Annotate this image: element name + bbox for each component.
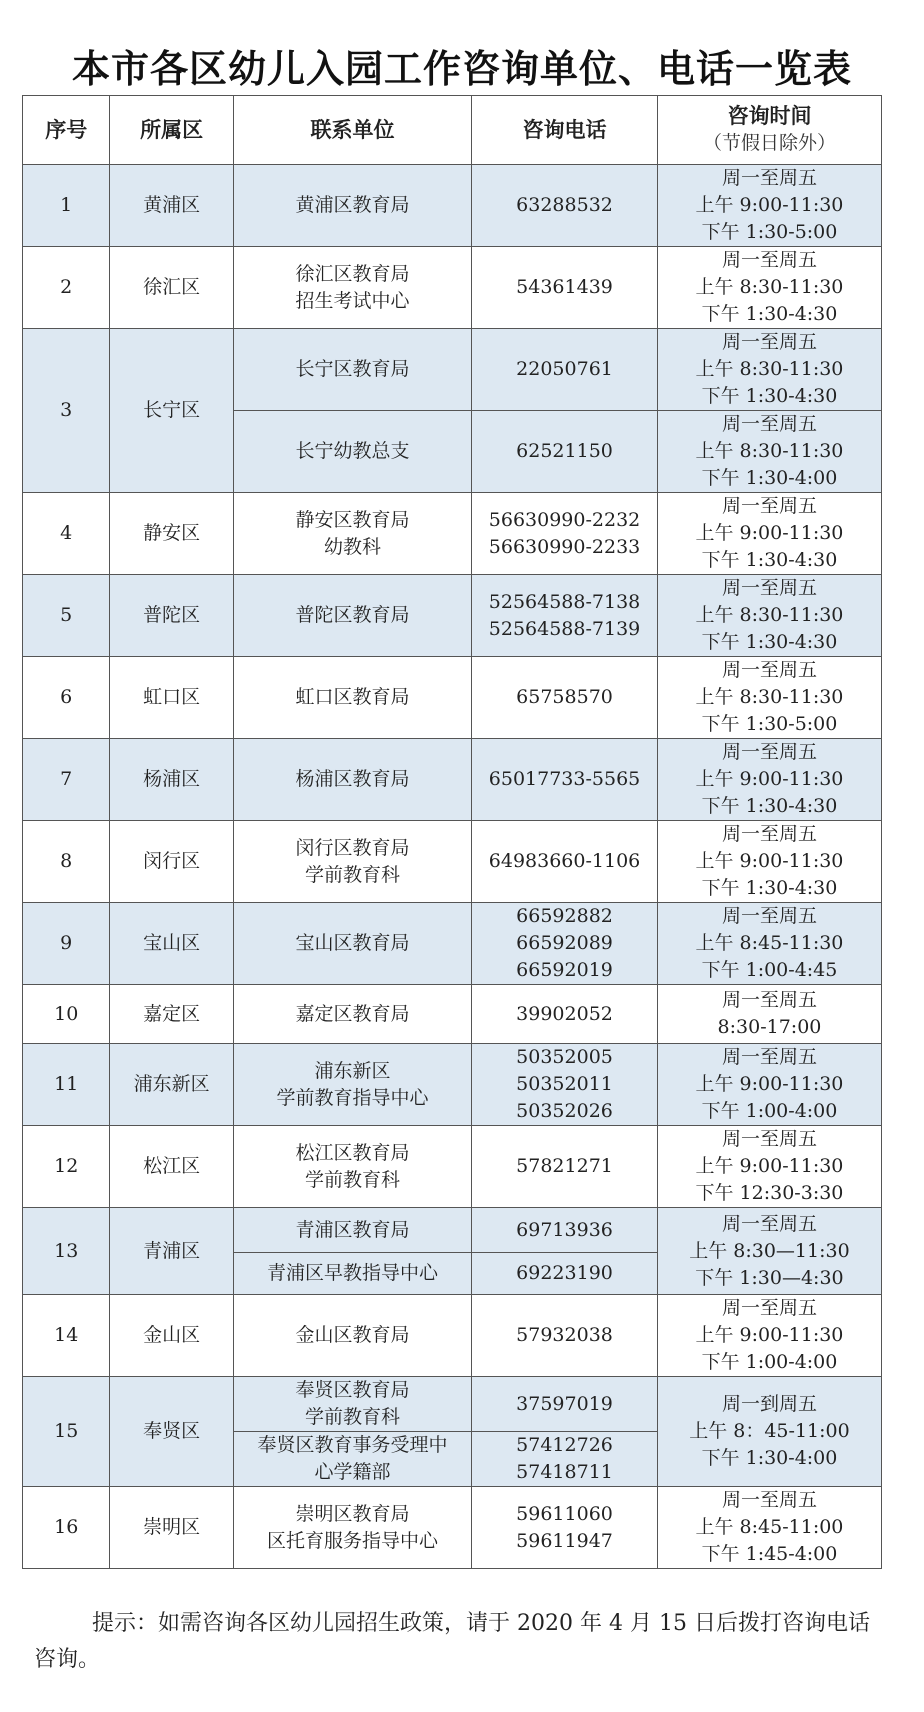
cell-time-line: 周一至周五 bbox=[721, 823, 817, 845]
cell-phone bbox=[472, 1044, 658, 1126]
cell-unit bbox=[233, 1487, 471, 1569]
table-row bbox=[23, 1208, 882, 1253]
cell-phone-line: 50352026 bbox=[516, 1100, 613, 1122]
cell-time-line: 上午 9:00-11:30 bbox=[695, 522, 844, 544]
cell-time-line: 周一至周五 bbox=[721, 495, 817, 517]
cell-time-line: 下午 1:30-4:00 bbox=[701, 1447, 838, 1469]
table-row bbox=[23, 329, 882, 411]
cell-district: 长宁区 bbox=[110, 329, 233, 493]
cell-district: 金山区 bbox=[110, 1295, 233, 1377]
cell-phone-line: 59611947 bbox=[516, 1529, 613, 1552]
cell-time-line: 周一至周五 bbox=[721, 741, 817, 763]
cell-phone-line: 39902052 bbox=[516, 1002, 613, 1025]
cell-unit-line: 奉贤区教育局 bbox=[295, 1379, 410, 1401]
table-row bbox=[23, 493, 882, 575]
cell-time-line: 上午 8:30-11:30 bbox=[695, 604, 844, 626]
cell-phone bbox=[472, 657, 658, 739]
cell-time-line: 上午 8:30—11:30 bbox=[689, 1239, 850, 1262]
cell-time-line: 周一至周五 bbox=[721, 577, 817, 599]
cell-phone-line: 37597019 bbox=[516, 1392, 613, 1415]
cell-seq: 13 bbox=[23, 1208, 110, 1295]
cell-phone bbox=[472, 1253, 658, 1295]
header-time-label: 咨询时间 bbox=[727, 104, 812, 128]
cell-district: 崇明区 bbox=[110, 1487, 233, 1569]
cell-district: 徐汇区 bbox=[110, 247, 233, 329]
cell-time-line: 上午 9:00-11:30 bbox=[695, 1073, 844, 1095]
cell-time-line: 下午 1:30-4:30 bbox=[701, 385, 838, 407]
cell-unit-line: 崇明区教育局 bbox=[295, 1502, 410, 1525]
cell-phone-line: 57418711 bbox=[516, 1461, 613, 1483]
cell-phone bbox=[472, 903, 658, 985]
cell-phone-line: 57821271 bbox=[516, 1155, 613, 1177]
cell-phone bbox=[472, 1126, 658, 1208]
cell-unit-line: 青浦区教育局 bbox=[295, 1218, 410, 1241]
cell-unit-line: 幼教科 bbox=[324, 535, 382, 558]
cell-phone-line: 63288532 bbox=[516, 194, 613, 216]
table-row bbox=[23, 1126, 882, 1208]
cell-seq: 6 bbox=[23, 657, 110, 739]
cell-phone-line: 57932038 bbox=[516, 1324, 613, 1346]
cell-unit bbox=[233, 575, 471, 657]
table-row bbox=[23, 1295, 882, 1377]
header-seq: 序号 bbox=[23, 96, 110, 165]
cell-time-line: 上午 9:00-11:30 bbox=[695, 850, 844, 872]
cell-phone-line: 56630990-2232 bbox=[488, 508, 641, 531]
cell-time bbox=[657, 1044, 881, 1126]
cell-district: 杨浦区 bbox=[110, 739, 233, 821]
cell-seq: 11 bbox=[23, 1044, 110, 1126]
cell-phone-line: 54361439 bbox=[516, 276, 613, 298]
cell-phone bbox=[472, 247, 658, 329]
cell-phone-line: 52564588-7138 bbox=[488, 590, 641, 613]
cell-unit bbox=[233, 1432, 471, 1487]
header-district: 所属区 bbox=[110, 96, 233, 165]
cell-unit bbox=[233, 1377, 471, 1432]
cell-unit bbox=[233, 493, 471, 575]
cell-time bbox=[657, 821, 881, 903]
cell-time-line: 周一至周五 bbox=[721, 1212, 817, 1235]
cell-unit-line: 心学籍部 bbox=[314, 1461, 391, 1483]
cell-time bbox=[657, 903, 881, 985]
cell-phone-line: 66592089 bbox=[516, 932, 613, 954]
cell-district: 青浦区 bbox=[110, 1208, 233, 1295]
cell-time-line: 周一至周五 bbox=[721, 1046, 817, 1068]
cell-seq: 9 bbox=[23, 903, 110, 985]
cell-time-line: 上午 8:45-11:00 bbox=[695, 1516, 844, 1538]
cell-phone-line: 57412726 bbox=[516, 1434, 613, 1456]
cell-time-line: 上午 8:30-11:30 bbox=[695, 440, 844, 462]
table-row bbox=[23, 1044, 882, 1126]
cell-time-line: 周一至周五 bbox=[721, 167, 817, 189]
cell-unit bbox=[233, 985, 471, 1044]
cell-district: 静安区 bbox=[110, 493, 233, 575]
cell-unit bbox=[233, 247, 471, 329]
cell-seq: 4 bbox=[23, 493, 110, 575]
header-phone: 咨询电话 bbox=[472, 96, 658, 165]
cell-phone-line: 22050761 bbox=[516, 358, 613, 380]
cell-unit bbox=[233, 329, 471, 411]
cell-time-line: 下午 1:30-4:00 bbox=[701, 467, 838, 489]
cell-phone-line: 52564588-7139 bbox=[488, 617, 641, 640]
cell-seq: 5 bbox=[23, 575, 110, 657]
cell-unit-line: 徐汇区教育局 bbox=[295, 262, 410, 285]
cell-unit bbox=[233, 821, 471, 903]
cell-unit-line: 学前教育科 bbox=[305, 863, 401, 886]
cell-time bbox=[657, 411, 881, 493]
cell-unit-line: 虹口区教育局 bbox=[295, 686, 410, 708]
cell-time-line: 下午 1:00-4:00 bbox=[701, 1100, 838, 1122]
cell-time-line: 周一到周五 bbox=[721, 1393, 817, 1415]
table-row bbox=[23, 247, 882, 329]
cell-district: 奉贤区 bbox=[110, 1377, 233, 1487]
cell-time-line: 下午 1:30-4:30 bbox=[701, 795, 838, 817]
table-row bbox=[23, 575, 882, 657]
cell-district: 普陀区 bbox=[110, 575, 233, 657]
cell-unit-line: 浦东新区 bbox=[314, 1059, 391, 1082]
cell-unit-line: 奉贤区教育事务受理中 bbox=[257, 1434, 448, 1456]
cell-time-line: 下午 1:30-4:30 bbox=[701, 303, 838, 325]
cell-seq: 16 bbox=[23, 1487, 110, 1569]
cell-seq: 8 bbox=[23, 821, 110, 903]
cell-phone-line: 64983660-1106 bbox=[488, 850, 641, 872]
cell-time-line: 下午 1:30-5:00 bbox=[701, 221, 838, 243]
cell-unit-line: 金山区教育局 bbox=[295, 1324, 410, 1346]
cell-phone-line: 65017733-5565 bbox=[488, 768, 641, 790]
cell-phone bbox=[472, 1487, 658, 1569]
cell-unit-line: 学前教育科 bbox=[305, 1406, 401, 1428]
cell-seq: 10 bbox=[23, 985, 110, 1044]
cell-phone-line: 59611060 bbox=[516, 1502, 613, 1525]
cell-phone bbox=[472, 1432, 658, 1487]
cell-time-line: 上午 8:30-11:30 bbox=[695, 358, 844, 380]
cell-unit bbox=[233, 1295, 471, 1377]
cell-unit bbox=[233, 1126, 471, 1208]
consultation-table bbox=[22, 95, 882, 1569]
cell-unit bbox=[233, 903, 471, 985]
cell-unit-line: 闵行区教育局 bbox=[295, 836, 410, 859]
cell-district: 浦东新区 bbox=[110, 1044, 233, 1126]
cell-seq: 15 bbox=[23, 1377, 110, 1487]
table-row bbox=[23, 903, 882, 985]
cell-unit-line: 黄浦区教育局 bbox=[295, 194, 410, 216]
footer-note: 提示：如需咨询各区幼儿园招生政策，请于 2020 年 4 月 15 日后拨打咨询电话咨询。 bbox=[34, 1611, 870, 1672]
cell-time-line: 下午 1:30—4:30 bbox=[695, 1266, 844, 1289]
cell-unit-line: 静安区教育局 bbox=[295, 508, 410, 531]
cell-phone-line: 65758570 bbox=[516, 686, 613, 708]
header-time bbox=[657, 96, 881, 165]
cell-time-line: 周一至周五 bbox=[721, 413, 817, 435]
cell-district: 松江区 bbox=[110, 1126, 233, 1208]
cell-unit bbox=[233, 1253, 471, 1295]
cell-unit-line: 杨浦区教育局 bbox=[295, 768, 410, 790]
cell-time-line: 周一至周五 bbox=[721, 249, 817, 271]
cell-phone-line: 69223190 bbox=[516, 1262, 613, 1284]
cell-phone-line: 66592882 bbox=[516, 905, 613, 927]
cell-unit bbox=[233, 411, 471, 493]
cell-phone bbox=[472, 1377, 658, 1432]
cell-time bbox=[657, 165, 881, 247]
cell-time bbox=[657, 739, 881, 821]
cell-phone bbox=[472, 739, 658, 821]
cell-phone bbox=[472, 1208, 658, 1253]
cell-time bbox=[657, 1126, 881, 1208]
cell-unit-line: 宝山区教育局 bbox=[295, 932, 410, 954]
cell-phone-line: 62521150 bbox=[516, 440, 613, 462]
cell-unit-line: 长宁幼教总支 bbox=[295, 440, 410, 462]
table-body bbox=[23, 165, 882, 1569]
cell-time-line: 周一至周五 bbox=[721, 659, 817, 681]
cell-unit-line: 学前教育指导中心 bbox=[276, 1086, 429, 1109]
cell-district: 宝山区 bbox=[110, 903, 233, 985]
cell-time-line: 上午 8:45-11:30 bbox=[695, 932, 844, 954]
cell-time bbox=[657, 329, 881, 411]
cell-seq: 12 bbox=[23, 1126, 110, 1208]
cell-time-line: 上午 9:00-11:30 bbox=[695, 768, 844, 790]
cell-phone bbox=[472, 1295, 658, 1377]
cell-phone-line: 66592019 bbox=[516, 959, 613, 981]
cell-unit-line: 普陀区教育局 bbox=[295, 604, 410, 626]
cell-phone-line: 56630990-2233 bbox=[488, 535, 641, 558]
cell-time bbox=[657, 985, 881, 1044]
cell-unit-line: 学前教育科 bbox=[305, 1168, 401, 1191]
cell-time-line: 下午 1:30-5:00 bbox=[701, 713, 838, 735]
cell-time-line: 上午 9:00-11:30 bbox=[695, 1155, 844, 1177]
cell-seq: 7 bbox=[23, 739, 110, 821]
table-row bbox=[23, 739, 882, 821]
cell-phone bbox=[472, 985, 658, 1044]
cell-phone bbox=[472, 575, 658, 657]
cell-time-line: 8:30-17:00 bbox=[717, 1016, 822, 1038]
cell-time bbox=[657, 1208, 881, 1295]
cell-time-line: 下午 12:30-3:30 bbox=[695, 1182, 844, 1204]
cell-phone bbox=[472, 165, 658, 247]
cell-unit-line: 区托育服务指导中心 bbox=[267, 1529, 439, 1552]
cell-unit-line: 嘉定区教育局 bbox=[295, 1002, 410, 1025]
header-unit: 联系单位 bbox=[233, 96, 471, 165]
cell-time-line: 上午 9:00-11:30 bbox=[695, 1324, 844, 1346]
cell-time bbox=[657, 657, 881, 739]
cell-district: 黄浦区 bbox=[110, 165, 233, 247]
cell-time-line: 周一至周五 bbox=[721, 331, 817, 353]
cell-phone bbox=[472, 493, 658, 575]
cell-time-line: 周一至周五 bbox=[721, 905, 817, 927]
cell-unit bbox=[233, 1208, 471, 1253]
cell-district: 嘉定区 bbox=[110, 985, 233, 1044]
header-time-note: （节假日除外） bbox=[702, 132, 836, 154]
cell-time-line: 下午 1:30-4:30 bbox=[701, 549, 838, 571]
cell-time bbox=[657, 575, 881, 657]
cell-time bbox=[657, 1295, 881, 1377]
table-row bbox=[23, 985, 882, 1044]
cell-time-line: 上午 8：45-11:00 bbox=[689, 1420, 850, 1442]
cell-seq: 3 bbox=[23, 329, 110, 493]
cell-unit bbox=[233, 739, 471, 821]
table-row bbox=[23, 657, 882, 739]
cell-phone bbox=[472, 821, 658, 903]
table-row bbox=[23, 1487, 882, 1569]
cell-time-line: 上午 8:30-11:30 bbox=[695, 276, 844, 298]
cell-time bbox=[657, 493, 881, 575]
cell-time-line: 下午 1:45-4:00 bbox=[701, 1543, 838, 1565]
cell-unit bbox=[233, 1044, 471, 1126]
cell-time-line: 下午 1:30-4:30 bbox=[701, 877, 838, 899]
cell-time-line: 周一至周五 bbox=[721, 1297, 817, 1319]
cell-district: 虹口区 bbox=[110, 657, 233, 739]
cell-time-line: 周一至周五 bbox=[721, 989, 817, 1011]
cell-phone bbox=[472, 411, 658, 493]
table-row bbox=[23, 1377, 882, 1432]
cell-time-line: 周一至周五 bbox=[721, 1128, 817, 1150]
cell-phone-line: 50352011 bbox=[516, 1073, 613, 1095]
cell-district: 闵行区 bbox=[110, 821, 233, 903]
cell-time-line: 周一至周五 bbox=[721, 1489, 817, 1511]
cell-time-line: 下午 1:30-4:30 bbox=[701, 631, 838, 653]
cell-unit-line: 青浦区早教指导中心 bbox=[267, 1262, 439, 1284]
page-title: 本市各区幼儿入园工作咨询单位、电话一览表 bbox=[71, 47, 852, 91]
cell-unit-line: 招生考试中心 bbox=[295, 289, 410, 312]
cell-phone bbox=[472, 329, 658, 411]
cell-phone-line: 69713936 bbox=[516, 1218, 613, 1241]
cell-time bbox=[657, 1377, 881, 1487]
cell-seq: 1 bbox=[23, 165, 110, 247]
cell-unit-line: 长宁区教育局 bbox=[295, 358, 410, 380]
cell-time-line: 上午 9:00-11:30 bbox=[695, 194, 844, 216]
cell-seq: 14 bbox=[23, 1295, 110, 1377]
cell-time bbox=[657, 1487, 881, 1569]
cell-time-line: 下午 1:00-4:00 bbox=[701, 1351, 838, 1373]
cell-seq: 2 bbox=[23, 247, 110, 329]
cell-unit bbox=[233, 657, 471, 739]
table-row bbox=[23, 165, 882, 247]
cell-phone-line: 50352005 bbox=[516, 1046, 613, 1068]
cell-time-line: 下午 1:00-4:45 bbox=[701, 959, 838, 981]
cell-unit-line: 松江区教育局 bbox=[295, 1141, 410, 1164]
cell-unit bbox=[233, 165, 471, 247]
cell-time-line: 上午 8:30-11:30 bbox=[695, 686, 844, 708]
cell-time bbox=[657, 247, 881, 329]
table-row bbox=[23, 821, 882, 903]
table-header-row bbox=[23, 96, 882, 165]
